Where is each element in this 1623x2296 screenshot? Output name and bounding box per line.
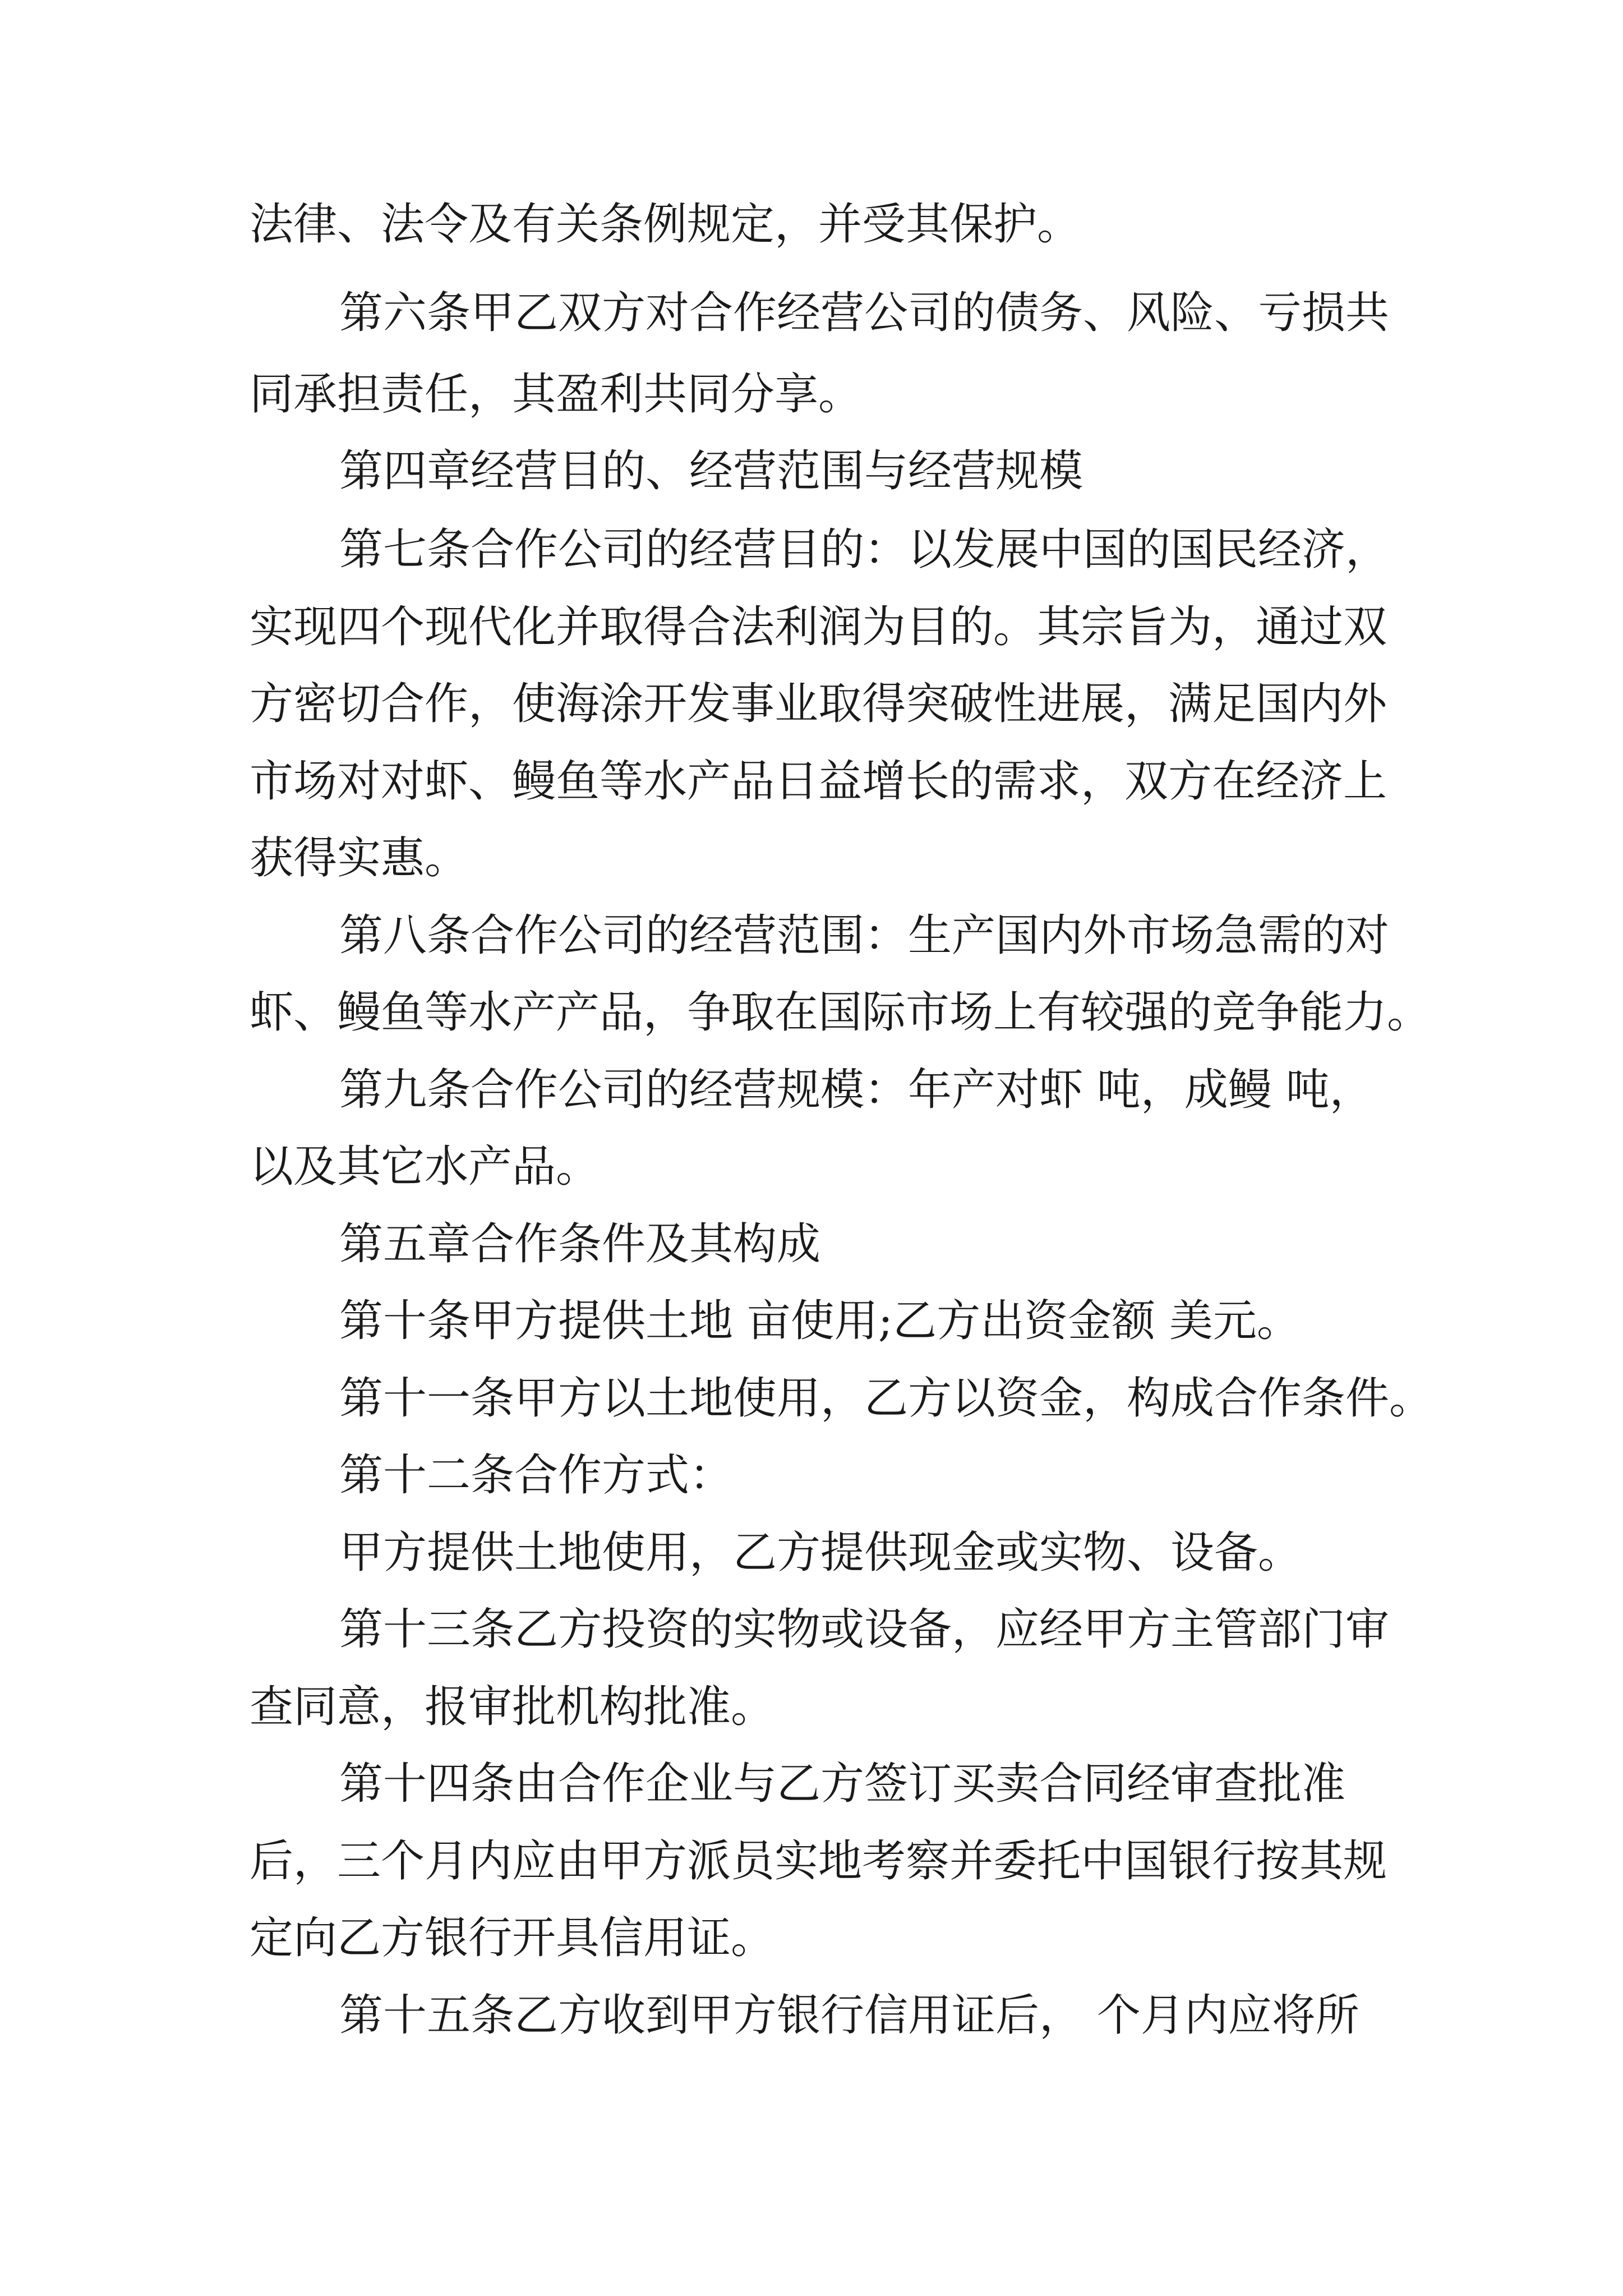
line-text: 获得实惠。: [250, 833, 469, 884]
line-text: 第十条甲方提供土地 亩使用;乙方出资金额 美元。: [339, 1296, 1301, 1346]
line-text: 后，三个月内应由甲方派员实地考察并委托中国银行按其规: [250, 1836, 1387, 1887]
line-text: 甲方提供土地使用，乙方提供现金或实物、设备。: [339, 1527, 1302, 1578]
line-text: 以及其它水产品。: [250, 1142, 600, 1192]
line-text: 第十五条乙方收到甲方银行信用证后， 个月内应将所: [339, 1990, 1359, 2041]
line-text: 第七条合作公司的经营目的：以发展中国的国民经济，: [339, 524, 1390, 575]
line-text: 查同意，报审批机构批准。: [250, 1682, 775, 1732]
line-text: 第四章经营目的、经营范围与经营规模: [339, 446, 1083, 496]
line-text: 实现四个现代化并取得合法利润为目的。其宗旨为，通过双: [250, 602, 1387, 652]
line-text: 第九条合作公司的经营规模：年产对虾 吨，成鳗 吨，: [339, 1065, 1373, 1115]
line-text: 第十二条合作方式：: [339, 1450, 734, 1501]
line-text: 法律、法令及有关条例规定，并受其保护。: [250, 199, 1081, 250]
line-text: 第八条合作公司的经营范围：生产国内外市场急需的对: [339, 910, 1390, 961]
line-text: 方密切合作，使海涂开发事业取得突破性进展，满足国内外: [250, 679, 1387, 729]
line-text: 第五章合作条件及其构成: [339, 1219, 821, 1269]
line-text: 第十四条由合作企业与乙方签订买卖合同经审查批准: [339, 1759, 1346, 1809]
line-text: 第六条甲乙双方对合作经营公司的债务、风险、亏损共: [339, 288, 1390, 338]
line-text: 同承担责任，其盈利共同分享。: [250, 369, 863, 420]
line-text: 虾、鳗鱼等水产产品，争取在国际市场上有较强的竞争能力。: [250, 987, 1431, 1038]
line-text: 第十三条乙方投资的实物或设备，应经甲方主管部门审: [339, 1604, 1390, 1655]
line-text: 市场对对虾、鳗鱼等水产品日益增长的需求，双方在经济上: [250, 756, 1387, 807]
line-text: 第十一条甲方以土地使用，乙方以资金，构成合作条件。: [339, 1373, 1433, 1424]
line-text: 定向乙方银行开具信用证。: [250, 1913, 775, 1963]
